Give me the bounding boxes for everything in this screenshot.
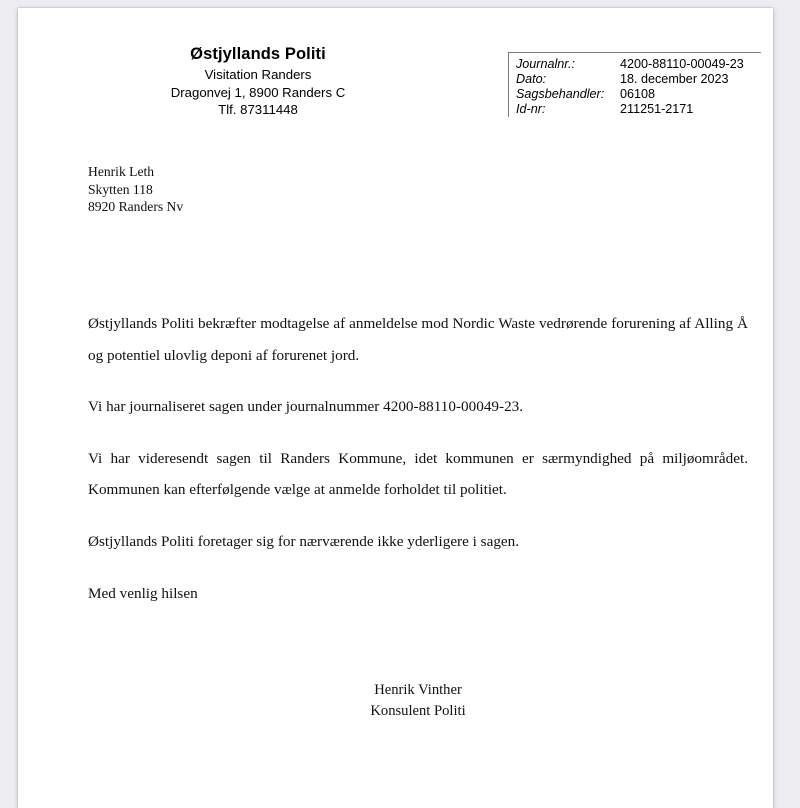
organization-name: Østjyllands Politi: [190, 45, 326, 63]
metadata-value-idnr: 211251-2171: [620, 102, 694, 117]
table-row: [509, 56, 761, 71]
metadata-label-sagsbehandler: Sagsbehandler:: [516, 86, 605, 101]
department-name: Visitation Randers: [204, 66, 312, 82]
recipient-name: Henrik Leth: [88, 164, 155, 179]
body-paragraph-2: Vi har journaliseret sagen under journalnummer 4200-88110-00049-23.: [88, 398, 524, 416]
table-row: [509, 102, 761, 117]
table-row: [509, 86, 761, 101]
signature-block: [88, 680, 748, 722]
office-address: Dragonvej 1, 8900 Randers C: [170, 84, 346, 100]
signer-title: Konsulent Politi: [370, 703, 466, 720]
office-phone: Tlf. 87311448: [218, 102, 298, 118]
recipient-address: [88, 163, 183, 216]
metadata-block: [508, 52, 761, 117]
recipient-city: 8920 Randers Nv: [88, 199, 184, 215]
metadata-value-journalnr: 4200-88110-00049-23: [620, 56, 744, 71]
closing-salutation: Med venlig hilsen: [88, 584, 198, 602]
body-paragraph-1: Østjyllands Politi bekræfter modtagelse af anmeldelse mod Nordic Waste vedrørende forurening af Alling Å og potentiel ulovlig deponi af forurenet jord.: [88, 315, 748, 364]
signer-name: Henrik Vinther: [374, 682, 462, 698]
body-paragraph-3: Vi har videresendt sagen til Randers Kommune, idet kommunen er særmyndighed på miljøområdet. Kommunen kan efterfølgende vælge at anmelde forholdet til politiet.: [88, 449, 748, 499]
letterhead: [68, 44, 448, 119]
table-row: [509, 71, 761, 86]
metadata-label-journalnr: Journalnr.:: [516, 56, 576, 71]
metadata-value-sagsbehandler: 06108: [620, 86, 656, 101]
metadata-label-dato: Dato:: [516, 71, 547, 86]
document-page: [18, 8, 773, 808]
metadata-label-idnr: Id-nr:: [516, 102, 546, 117]
recipient-street: Skytten 118: [88, 181, 153, 197]
body-paragraph-4: Østjyllands Politi foretager sig for nærværende ikke yderligere i sagen.: [88, 533, 520, 551]
metadata-value-dato: 18. december 2023: [620, 71, 729, 86]
metadata-table: [509, 56, 761, 117]
letter-body: [88, 308, 748, 609]
